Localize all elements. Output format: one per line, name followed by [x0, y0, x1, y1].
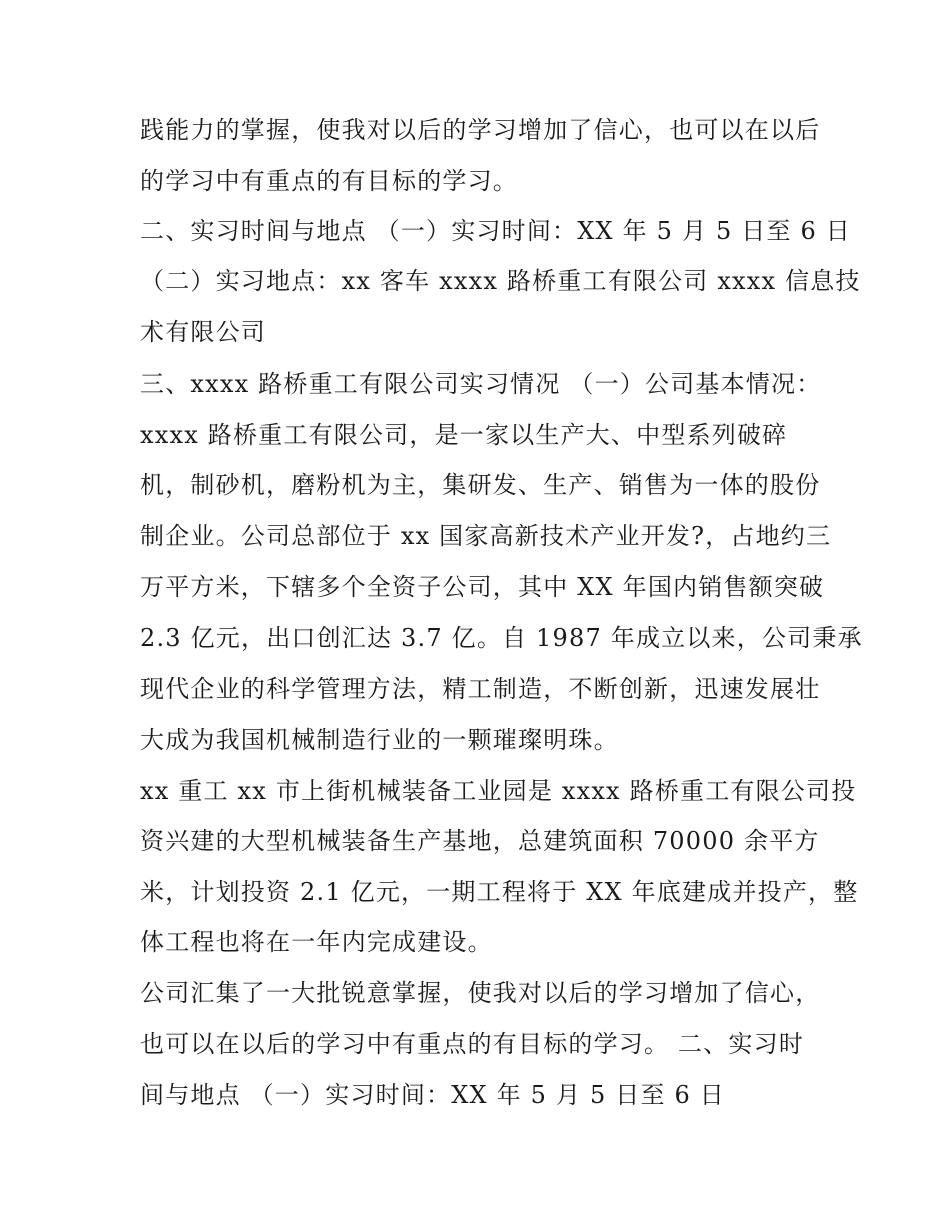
text-line: 体工程也将在一年内完成建设。 — [140, 928, 493, 956]
text-line: 也可以在以后的学习中有重点的有目标的学习。 二、实习时 — [140, 1030, 805, 1058]
text-line: xx 重工 xx 市上街机械装备工业园是 xxxx 路桥重工有限公司投 — [140, 777, 857, 805]
text-line: 公司汇集了一大批锐意掌握，使我对以后的学习增加了信心， — [140, 979, 821, 1007]
text-line: 三、xxxx 路桥重工有限公司实习情况 （一）公司基本情况： — [140, 370, 822, 398]
text-line: 践能力的掌握，使我对以后的学习增加了信心，也可以在以后 — [140, 116, 821, 144]
text-line: 机，制砂机，磨粉机为主，集研发、生产、销售为一体的股份 — [140, 471, 821, 499]
text-line: 大成为我国机械制造行业的一颗璀璨明珠。 — [140, 726, 619, 754]
text-line: 二、实习时间与地点 （一）实习时间：XX 年 5 月 5 日至 6 日 — [140, 217, 852, 245]
text-line: 米，计划投资 2.1 亿元，一期工程将于 XX 年底建成并投产，整 — [140, 878, 859, 906]
text-line: 资兴建的大型机械装备生产基地，总建筑面积 70000 余平方 — [140, 827, 820, 855]
text-line: xxxx 路桥重工有限公司，是一家以生产大、中型系列破碎 — [140, 421, 788, 449]
text-line: （二）实习地点：xx 客车 xxxx 路桥重工有限公司 xxxx 信息技 — [140, 267, 861, 295]
text-line: 术有限公司 — [140, 318, 266, 346]
text-line: 间与地点 （一）实习时间：XX 年 5 月 5 日至 6 日 — [140, 1081, 726, 1109]
text-line: 现代企业的科学管理方法，精工制造，不断创新，迅速发展壮 — [140, 675, 821, 703]
text-line: 的学习中有重点的有目标的学习。 — [140, 167, 518, 195]
text-line: 制企业。公司总部位于 xx 国家高新技术产业开发?，占地约三 — [140, 522, 832, 550]
text-line: 万平方米，下辖多个全资子公司，其中 XX 年国内销售额突破 — [140, 573, 825, 601]
text-line: 2.3 亿元，出口创汇达 3.7 亿。自 1987 年成立以来，公司秉承 — [140, 624, 863, 652]
